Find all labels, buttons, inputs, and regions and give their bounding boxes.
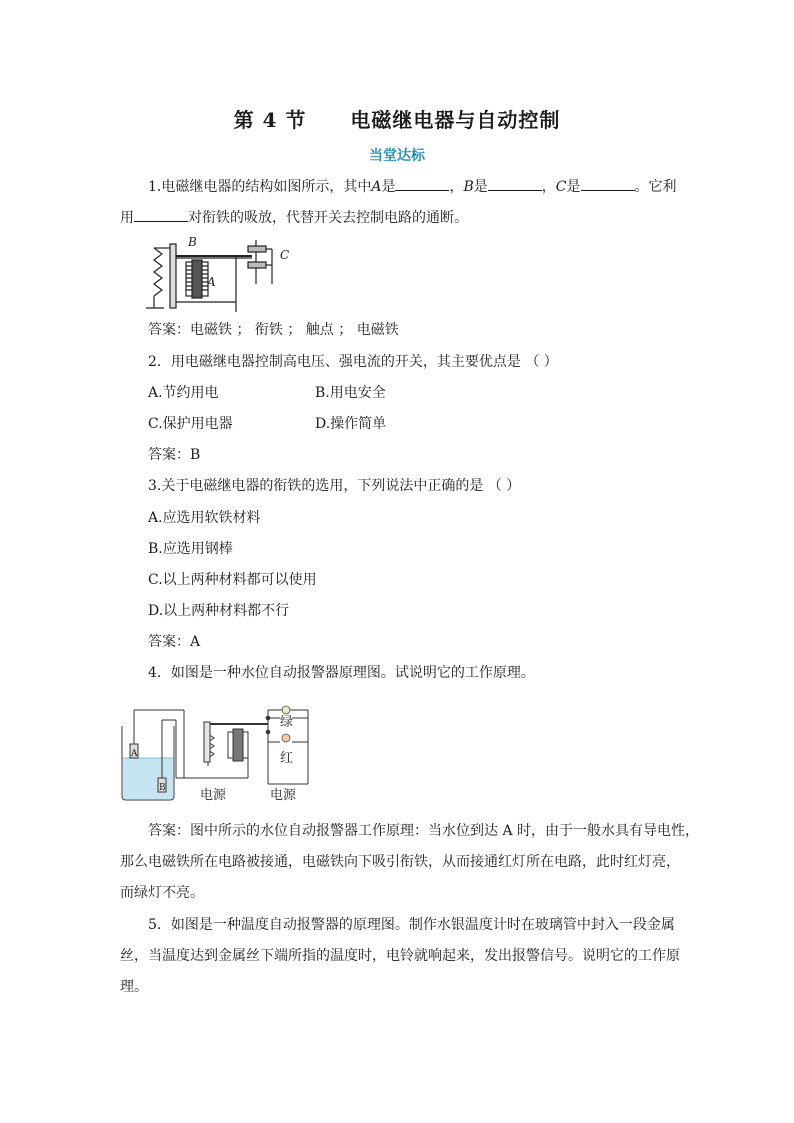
q1-text: 用	[120, 210, 134, 226]
q5-line2: 丝，当温度达到金属丝下端所指的温度时，电铃就响起来，发出报警信号。说明它的工作原	[120, 948, 680, 964]
q1-var-c: C	[555, 179, 567, 195]
q1-is: 是	[473, 179, 488, 195]
q1-is: 是	[381, 179, 396, 195]
q2-option-a[interactable]: A.节约用电	[148, 385, 219, 401]
relay-diagram	[140, 234, 300, 314]
q3-option-b[interactable]: B.应选用钢棒	[148, 541, 233, 557]
q1-blank-a[interactable]	[395, 176, 449, 191]
section-title: 电磁继电器与自动控制	[350, 108, 561, 132]
label-red: 红	[280, 751, 294, 766]
q4-answer-line3: 而绿灯不亮。	[120, 885, 204, 901]
q4-answer-line2: 那么电磁铁所在电路被接通，电磁铁向下吸引衔铁，从而接通红灯所在电路，此时红灯亮，	[120, 854, 680, 870]
relay-label-c: C	[280, 248, 290, 262]
q1-line1	[148, 176, 677, 197]
q1-var-a: A	[371, 179, 382, 195]
q3-option-a[interactable]: A.应选用软铁材料	[148, 510, 261, 526]
green-lamp-icon	[282, 706, 290, 714]
label-power-2: 电源	[270, 788, 297, 803]
q1-sep: ，	[541, 179, 556, 195]
label-green: 绿	[280, 715, 294, 730]
q2-option-b[interactable]: B.用电安全	[315, 385, 386, 401]
q1-text-end: 。它利	[634, 179, 677, 195]
q5-line1: 5．如图是一种温度自动报警器的原理图。制作水银温度计时在玻璃管中封入一段金属	[148, 917, 675, 933]
q1-line2	[120, 207, 468, 228]
red-lamp-icon	[282, 734, 290, 742]
page-subtitle: 当堂达标	[369, 148, 425, 164]
q4-stem: 4．如图是一种水位自动报警器原理图。试说明它的工作原理。	[148, 665, 535, 681]
q3-answer: 答案：A	[148, 634, 201, 650]
q4-answer-line1: 答案：图中所示的水位自动报警器工作原理：当水位到达 A 时，由于一般水具有导电性，	[148, 823, 700, 839]
q2-option-d[interactable]: D.操作简单	[315, 416, 387, 432]
section-number: 第 4 节	[233, 108, 307, 132]
q2-answer: 答案：B	[148, 447, 201, 463]
q1-blank-d[interactable]	[134, 207, 188, 222]
q5-line3: 理。	[120, 979, 148, 995]
q3-option-c[interactable]: C.以上两种材料都可以使用	[148, 572, 317, 588]
q1-answer: 答案：电磁铁 ； 衔铁 ； 触点 ； 电磁铁	[148, 322, 399, 338]
relay-label-b: B	[188, 235, 197, 249]
q1-var-b: B	[463, 179, 474, 195]
label-a: A	[131, 749, 138, 759]
page-title	[0, 104, 794, 133]
q1-sep: ，	[449, 179, 464, 195]
q1-blank-c[interactable]	[581, 176, 635, 191]
q1-is: 是	[566, 179, 581, 195]
relay-label-a: A	[207, 275, 216, 289]
q1-text: 1.电磁继电器的结构如图所示，其中	[148, 179, 372, 195]
water-alarm-diagram	[118, 696, 318, 806]
q1-text: 对衔铁的吸放，代替开关去控制电路的通断。	[188, 210, 468, 226]
q2-stem: 2．用电磁继电器控制高电压、强电流的开关，其主要优点是 （ ）	[148, 354, 558, 370]
label-power-1: 电源	[200, 788, 227, 803]
label-b: B	[159, 783, 166, 793]
q3-option-d[interactable]: D.以上两种材料都不行	[148, 603, 290, 619]
q3-stem: 3.关于电磁继电器的衔铁的选用，下列说法中正确的是 （ ）	[148, 478, 521, 494]
q1-blank-b[interactable]	[488, 176, 542, 191]
q2-option-c[interactable]: C.保护用电器	[148, 416, 233, 432]
